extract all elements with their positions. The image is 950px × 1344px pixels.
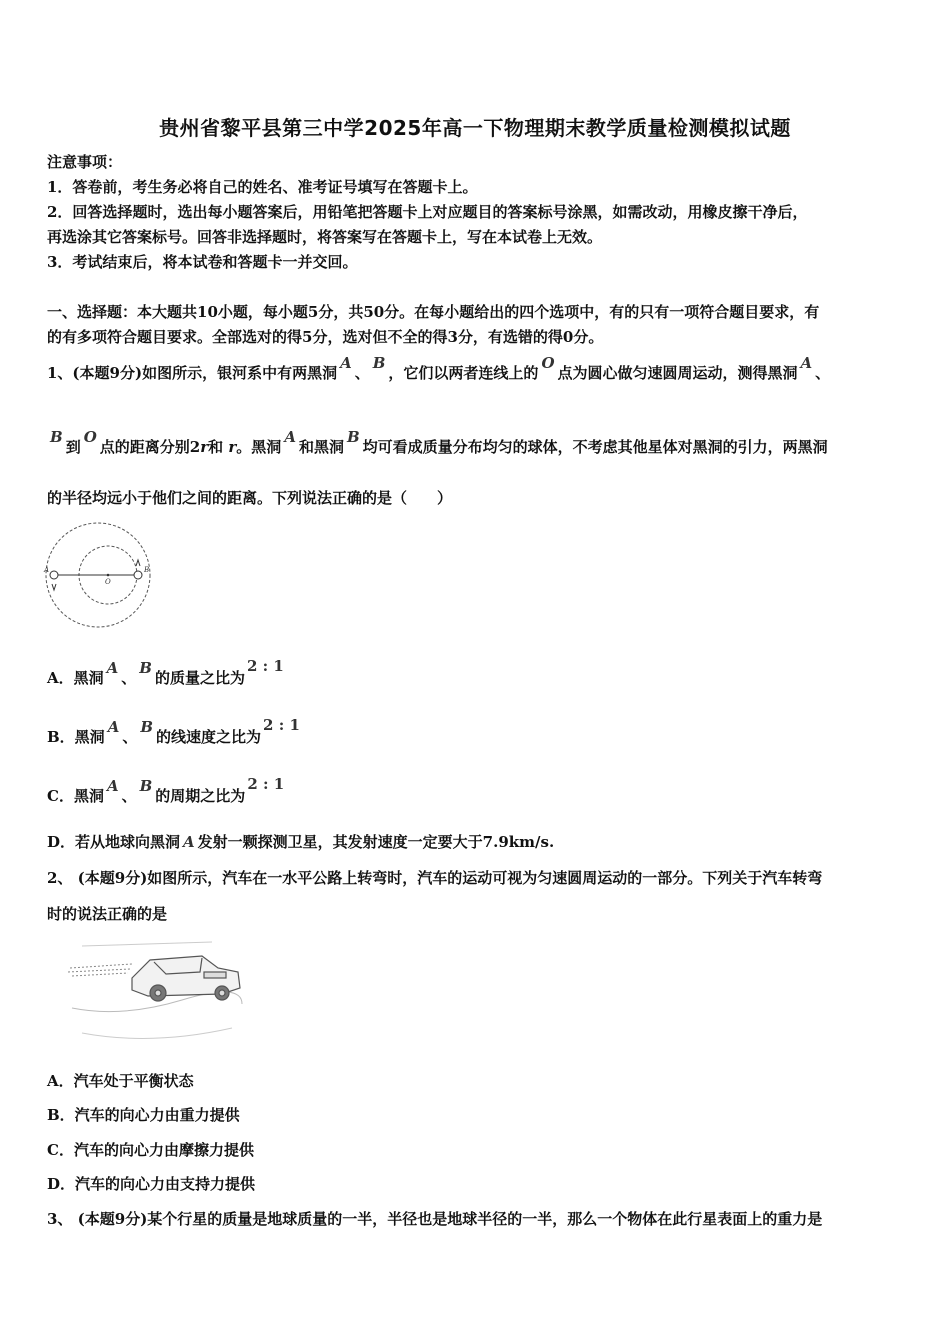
q1-option-b[interactable]: B．黑洞A、B的线速度之比为2 : 1 <box>47 716 300 746</box>
q3-line-1: 3、 (本题9分)某个行星的质量是地球质量的一半，半径也是地球半径的一半，那么一个物体在此行星表面上的重力是 <box>47 1210 823 1228</box>
q2-option-b[interactable]: B．汽车的向心力由重力提供 <box>47 1106 240 1124</box>
notice-item-2a: 2．回答选择题时，选出每小题答案后，用铅笔把答题卡上对应题目的答案标号涂黑，如需改动，用橡皮擦干净后， <box>47 203 808 221</box>
arrow-b-icon <box>136 560 140 566</box>
car-turning-figure <box>62 938 252 1053</box>
center-point-o <box>107 574 110 577</box>
q2-line-2: 时的说法正确的是 <box>47 905 168 923</box>
label-a: A <box>44 566 50 574</box>
q1-line-2: B到O点的距离分别2r和 r。黑洞A和黑洞B均可看成质量分布均匀的球体，不考虑其他星体对黑洞的引力，两黑洞 <box>50 428 828 456</box>
section-instructions-2: 的有多项符合题目要求。全部选对的得5分，选对但不全的得3分，有选错的得0分。 <box>47 328 604 346</box>
black-hole-a <box>50 571 58 579</box>
notice-item-2b: 再选涂其它答案标号。回答非选择题时，将答案写在答题卡上，写在本试卷上无效。 <box>47 228 603 246</box>
label-b: B <box>144 566 150 574</box>
car-icon <box>132 956 240 1001</box>
q1-line-1: 1、(本题9分)如图所示，银河系中有两黑洞A、B，它们以两者连线上的O点为圆心做匀速圆周运动，测得黑洞A、 <box>47 354 831 382</box>
page-title: 贵州省黎平县第三中学2025年高一下物理期末教学质量检测模拟试题 <box>159 116 791 140</box>
notice-heading: 注意事项： <box>47 153 123 171</box>
q1-line-3: 的半径均远小于他们之间的距离。下列说法正确的是（ ） <box>47 489 453 507</box>
notice-item-1: 1．答卷前，考生务必将自己的姓名、准考证号填写在答题卡上。 <box>47 178 478 196</box>
black-hole-b <box>134 571 142 579</box>
q1-option-c[interactable]: C．黑洞A、B的周期之比为2 : 1 <box>47 775 285 805</box>
q2-option-c[interactable]: C．汽车的向心力由摩擦力提供 <box>47 1141 254 1159</box>
q2-option-a[interactable]: A．汽车处于平衡状态 <box>47 1072 194 1090</box>
arrow-a-icon <box>52 584 56 590</box>
q2-line-1: 2、 (本题9分)如图所示，汽车在一水平公路上转弯时，汽车的运动可视为匀速圆周运动的一部分。下列关于汽车转弯 <box>47 869 823 887</box>
q1-option-a[interactable]: A．黑洞A、B的质量之比为2 : 1 <box>47 657 284 687</box>
section-instructions-1: 一、选择题：本大题共10小题，每小题5分，共50分。在每小题给出的四个选项中，有的只有一项符合题目要求，有 <box>47 303 820 321</box>
label-o: O <box>105 578 111 586</box>
q2-option-d[interactable]: D．汽车的向心力由支持力提供 <box>47 1175 256 1193</box>
notice-item-3: 3．考试结束后，将本试卷和答题卡一并交回。 <box>47 253 358 271</box>
binary-black-hole-figure <box>40 518 170 633</box>
q1-option-d[interactable]: D．若从地球向黑洞 A 发射一颗探测卫星，其发射速度一定要大于7.9km/s. <box>47 833 555 851</box>
